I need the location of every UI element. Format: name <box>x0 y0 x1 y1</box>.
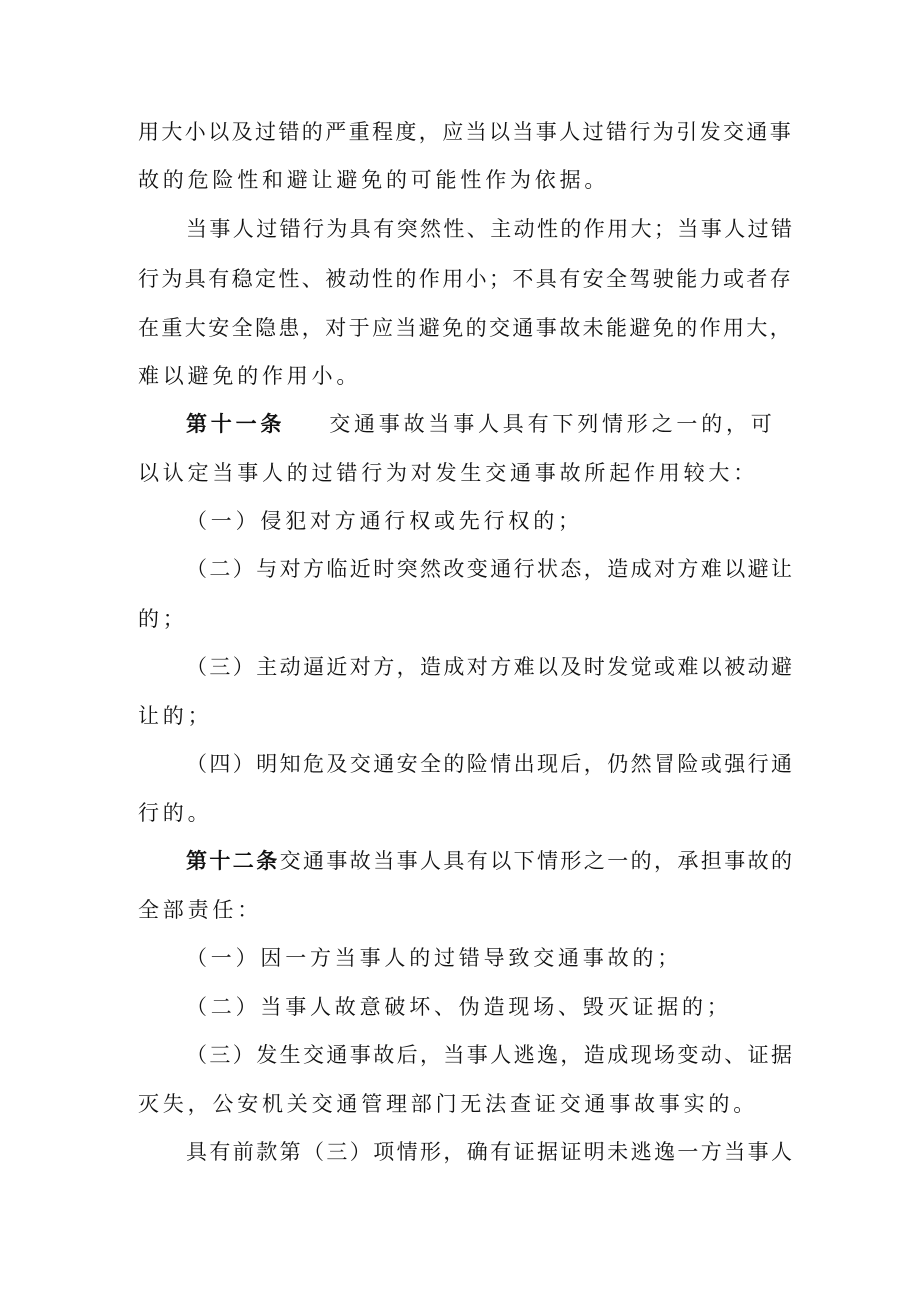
article-12-line-1 <box>186 846 794 876</box>
article-12-item-1: （一）因一方当事人的过错导致交通事故的； <box>186 946 682 970</box>
article-11-item-2-line-2: 的； <box>138 607 188 631</box>
article-12-item-3-line-1: （三）发生交通事故后，当事人逃逸，造成现场变动、证据 <box>186 1043 795 1067</box>
article-11-item-3-line-1: （三）主动逼近对方，造成对方难以及时发觉或难以被动避 <box>186 655 795 679</box>
article-11-heading: 第十一条 <box>186 412 286 436</box>
paragraph-2-line-2: 行为具有稳定性、被动性的作用小；不具有安全驾驶能力或者存 <box>138 267 794 291</box>
article-12-text: 交通事故当事人具有以下情形之一的，承担事故的 <box>279 849 795 873</box>
article-11-item-1: （一）侵犯对方通行权或先行权的； <box>186 509 583 533</box>
article-11-item-3-line-2: 让的； <box>138 704 213 728</box>
article-12-heading: 第十二条 <box>186 849 280 873</box>
paragraph-2-line-1: 当事人过错行为具有突然性、主动性的作用大；当事人过错 <box>186 217 795 241</box>
article-12-item-2: （二）当事人故意破坏、伪造现场、毁灭证据的； <box>186 995 732 1019</box>
paragraph-2-line-4: 难以避免的作用小。 <box>138 364 362 388</box>
article-11-item-2-line-1: （二）与对方临近时突然改变通行状态，造成对方难以避让 <box>186 557 795 581</box>
article-11-text: 交通事故当事人具有下列情形之一的，可 <box>329 412 776 436</box>
article-12-line-2: 全部责任： <box>138 898 262 922</box>
paragraph-1-line-1: 用大小以及过错的严重程度，应当以当事人过错行为引发交通事 <box>138 120 794 144</box>
paragraph-2-line-3: 在重大安全隐患，对于应当避免的交通事故未能避免的作用大， <box>138 316 794 340</box>
article-11-item-4-line-1: （四）明知危及交通安全的险情出现后，仍然冒险或强行通 <box>186 752 795 776</box>
article-11-line-2: 以认定当事人的过错行为对发生交通事故所起作用较大： <box>138 461 758 485</box>
article-12-final-line: 具有前款第（三）项情形，确有证据证明未逃逸一方当事人 <box>186 1140 795 1164</box>
paragraph-1-line-2: 故的危险性和避让避免的可能性作为依据。 <box>138 168 610 192</box>
article-11-line-1 <box>186 409 776 439</box>
article-12-item-3-line-2: 灭失，公安机关交通管理部门无法查证交通事故事实的。 <box>138 1092 758 1116</box>
article-11-item-4-line-2: 行的。 <box>138 801 213 825</box>
